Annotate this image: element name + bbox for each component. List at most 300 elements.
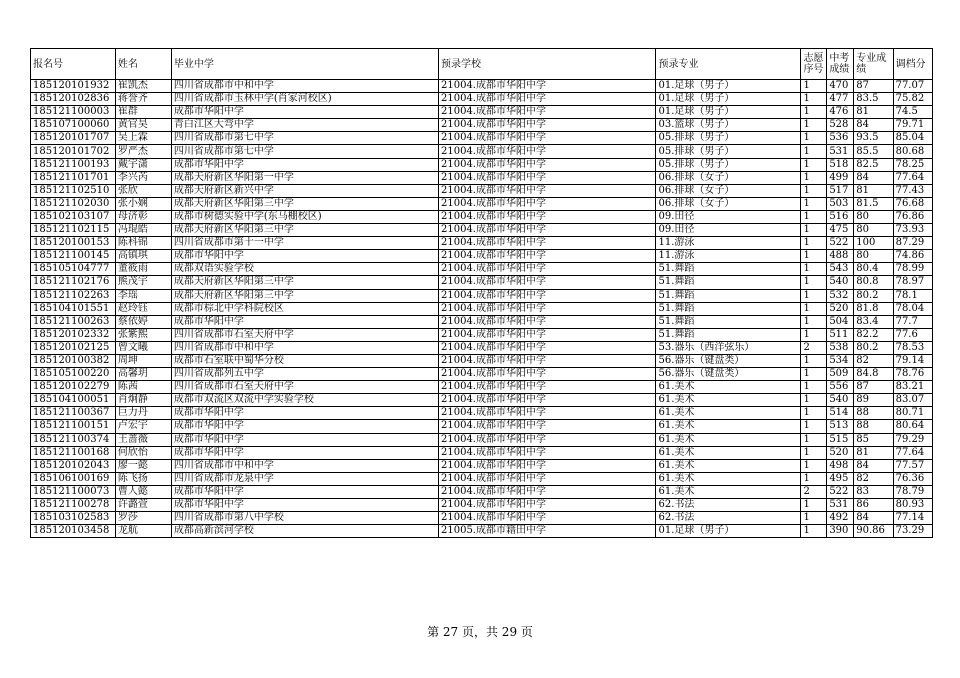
- table-cell: 93.5: [854, 132, 893, 145]
- table-cell: 78.1: [893, 289, 932, 302]
- table-cell: 21004.成都市华阳中学: [439, 276, 656, 289]
- table-cell: 100: [854, 237, 893, 250]
- table-cell: 477: [827, 93, 854, 106]
- table-cell: 85.04: [893, 132, 932, 145]
- table-cell: 冯琨皓: [115, 224, 171, 237]
- table-cell: 495: [827, 472, 854, 485]
- table-cell: 51.舞蹈: [656, 302, 801, 315]
- table-row: [31, 446, 933, 459]
- table-cell: 成都市华阳中学: [171, 499, 438, 512]
- table-cell: 77.43: [893, 184, 932, 197]
- table-cell: 185121102263: [31, 289, 116, 302]
- table-cell: 1: [801, 145, 827, 158]
- table-cell: 185106100169: [31, 472, 116, 485]
- table-cell: 1: [801, 446, 827, 459]
- table-cell: 龙航: [115, 525, 171, 538]
- column-header: 调档分: [893, 49, 932, 80]
- table-cell: 青白江区大弯中学: [171, 119, 438, 132]
- table-cell: 515: [827, 433, 854, 446]
- table-row: [31, 328, 933, 341]
- table-cell: 79.14: [893, 354, 932, 367]
- table-cell: 84: [854, 119, 893, 132]
- table-cell: 成都市华阳中学: [171, 250, 438, 263]
- column-header: 专业成绩: [854, 49, 893, 80]
- table-cell: 李瑶: [115, 289, 171, 302]
- table-cell: 73.29: [893, 525, 932, 538]
- table-cell: 21004.成都市华阳中学: [439, 328, 656, 341]
- table-cell: 陈科锦: [115, 237, 171, 250]
- table-cell: 董筱雨: [115, 263, 171, 276]
- table-cell: 517: [827, 184, 854, 197]
- table-cell: 81.5: [854, 197, 893, 210]
- table-cell: 185120100382: [31, 354, 116, 367]
- table-cell: 77.7: [893, 315, 932, 328]
- table-cell: 503: [827, 197, 854, 210]
- table-cell: 61.美术: [656, 459, 801, 472]
- table-cell: 成都高新滨河学校: [171, 525, 438, 538]
- table-cell: 522: [827, 485, 854, 498]
- table-cell: 185121100145: [31, 250, 116, 263]
- table-cell: 张小娴: [115, 197, 171, 210]
- table-cell: 540: [827, 394, 854, 407]
- table-cell: 1: [801, 210, 827, 223]
- table-cell: 吴上霖: [115, 132, 171, 145]
- table-cell: 77.6: [893, 328, 932, 341]
- table-cell: 21004.成都市华阳中学: [439, 459, 656, 472]
- table-cell: 05.排球（男子）: [656, 132, 801, 145]
- table-cell: 21004.成都市华阳中学: [439, 368, 656, 381]
- table-cell: 1: [801, 407, 827, 420]
- table-cell: 74.86: [893, 250, 932, 263]
- table-row: [31, 106, 933, 119]
- table-cell: 531: [827, 145, 854, 158]
- table-cell: 21004.成都市华阳中学: [439, 315, 656, 328]
- table-cell: 成都天府新区华阳第三中学: [171, 289, 438, 302]
- column-header: 中考成绩: [827, 49, 854, 80]
- table-cell: 06.排球（女子）: [656, 171, 801, 184]
- table-cell: 185121100278: [31, 499, 116, 512]
- table-cell: 成都双语实验学校: [171, 263, 438, 276]
- table-cell: 185120103458: [31, 525, 116, 538]
- table-cell: 21004.成都市华阳中学: [439, 354, 656, 367]
- table-cell: 四川省成都市石室天府中学: [171, 328, 438, 341]
- table-cell: 1: [801, 158, 827, 171]
- table-cell: 185121102176: [31, 276, 116, 289]
- table-cell: 许潞萱: [115, 499, 171, 512]
- table-cell: 81: [854, 446, 893, 459]
- table-cell: 185102103107: [31, 210, 116, 223]
- table-cell: 83.4: [854, 315, 893, 328]
- table-cell: 185121100193: [31, 158, 116, 171]
- table-cell: 53.器乐（西洋弦乐）: [656, 341, 801, 354]
- table-cell: 185121100367: [31, 407, 116, 420]
- column-header: 报名号: [31, 49, 116, 80]
- table-row: [31, 171, 933, 184]
- table-row: [31, 210, 933, 223]
- table-cell: 80.8: [854, 276, 893, 289]
- table-cell: 61.美术: [656, 381, 801, 394]
- table-row: [31, 472, 933, 485]
- table-cell: 1: [801, 197, 827, 210]
- table-cell: 1: [801, 472, 827, 485]
- table-cell: 1: [801, 237, 827, 250]
- table-cell: 520: [827, 446, 854, 459]
- table-row: [31, 368, 933, 381]
- table-cell: 185120101702: [31, 145, 116, 158]
- table-cell: 51.舞蹈: [656, 328, 801, 341]
- table-cell: 成都市华阳中学: [171, 106, 438, 119]
- table-cell: 成都市棕北中学科院校区: [171, 302, 438, 315]
- table-cell: 陈茜: [115, 381, 171, 394]
- table-cell: 06.排球（女子）: [656, 197, 801, 210]
- table-cell: 77.07: [893, 80, 932, 93]
- table-cell: 四川省成都市第十一中学: [171, 237, 438, 250]
- table-cell: 21004.成都市华阳中学: [439, 485, 656, 498]
- table-cell: 185121100263: [31, 315, 116, 328]
- table-cell: 531: [827, 499, 854, 512]
- table-cell: 06.排球（女子）: [656, 184, 801, 197]
- table-cell: 四川省成都市中和中学: [171, 80, 438, 93]
- table-cell: 78.97: [893, 276, 932, 289]
- table-cell: 21004.成都市华阳中学: [439, 499, 656, 512]
- table-cell: 1: [801, 263, 827, 276]
- table-cell: 78.53: [893, 341, 932, 354]
- table-cell: 1: [801, 184, 827, 197]
- table-cell: 77.14: [893, 512, 932, 525]
- table-cell: 21004.成都市华阳中学: [439, 119, 656, 132]
- table-cell: 81: [854, 184, 893, 197]
- table-cell: 1: [801, 499, 827, 512]
- table-cell: 85.5: [854, 145, 893, 158]
- table-cell: 77.64: [893, 446, 932, 459]
- table-cell: 80: [854, 224, 893, 237]
- table-cell: 185120102279: [31, 381, 116, 394]
- column-header: 预录专业: [656, 49, 801, 80]
- table-cell: 185120101932: [31, 80, 116, 93]
- table-row: [31, 433, 933, 446]
- column-header: 志愿序号: [801, 49, 827, 80]
- table-cell: 185103102583: [31, 512, 116, 525]
- table-cell: 黄官昊: [115, 119, 171, 132]
- table-row: [31, 485, 933, 498]
- table-cell: 185121100151: [31, 420, 116, 433]
- table-cell: 532: [827, 289, 854, 302]
- table-cell: 张欣: [115, 184, 171, 197]
- table-body: [31, 80, 933, 538]
- table-cell: 56.器乐（键盘类）: [656, 354, 801, 367]
- table-cell: 1: [801, 106, 827, 119]
- table-cell: 1: [801, 512, 827, 525]
- table-cell: 21004.成都市华阳中学: [439, 210, 656, 223]
- table-cell: 21004.成都市华阳中学: [439, 407, 656, 420]
- table-cell: 2: [801, 485, 827, 498]
- table-cell: 82: [854, 472, 893, 485]
- table-cell: 1: [801, 93, 827, 106]
- table-row: [31, 158, 933, 171]
- table-cell: 21004.成都市华阳中学: [439, 420, 656, 433]
- table-cell: 80.64: [893, 420, 932, 433]
- table-cell: 475: [827, 224, 854, 237]
- table-cell: 四川省成都市龙泉中学: [171, 472, 438, 485]
- table-cell: 88: [854, 420, 893, 433]
- table-cell: 540: [827, 276, 854, 289]
- table-cell: 80.4: [854, 263, 893, 276]
- header-row: [31, 49, 933, 80]
- table-row: [31, 302, 933, 315]
- table-cell: 84: [854, 171, 893, 184]
- table-cell: 82: [854, 354, 893, 367]
- table-cell: 80.2: [854, 341, 893, 354]
- table-cell: 四川省成都市第八中学校: [171, 512, 438, 525]
- table-row: [31, 289, 933, 302]
- table-cell: 498: [827, 459, 854, 472]
- table-cell: 成都天府新区华阳第一中学: [171, 171, 438, 184]
- table-cell: 84: [854, 512, 893, 525]
- table-cell: 80: [854, 250, 893, 263]
- table-cell: 514: [827, 407, 854, 420]
- table-cell: 四川省成都市玉林中学(肖家河校区): [171, 93, 438, 106]
- table-cell: 80.71: [893, 407, 932, 420]
- table-row: [31, 354, 933, 367]
- table-cell: 78.99: [893, 263, 932, 276]
- table-cell: 488: [827, 250, 854, 263]
- table-cell: 1: [801, 459, 827, 472]
- table-cell: 王蔷薇: [115, 433, 171, 446]
- table-cell: 509: [827, 368, 854, 381]
- table-row: [31, 93, 933, 106]
- table-cell: 516: [827, 210, 854, 223]
- table-cell: 成都市树德实验中学(东马棚校区): [171, 210, 438, 223]
- table-cell: 巨力丹: [115, 407, 171, 420]
- table-cell: 84: [854, 459, 893, 472]
- table-cell: 21004.成都市华阳中学: [439, 93, 656, 106]
- table-row: [31, 420, 933, 433]
- table-cell: 77.57: [893, 459, 932, 472]
- table-cell: 21004.成都市华阳中学: [439, 433, 656, 446]
- table-cell: 肖炯静: [115, 394, 171, 407]
- table-cell: 21004.成都市华阳中学: [439, 132, 656, 145]
- table-cell: 卢宏宇: [115, 420, 171, 433]
- table-cell: 05.排球（男子）: [656, 158, 801, 171]
- table-row: [31, 263, 933, 276]
- table-cell: 21004.成都市华阳中学: [439, 224, 656, 237]
- table-row: [31, 394, 933, 407]
- table-cell: 185121102115: [31, 224, 116, 237]
- table-cell: 56.器乐（键盘类）: [656, 368, 801, 381]
- table-row: [31, 250, 933, 263]
- table-cell: 崔凯杰: [115, 80, 171, 93]
- table-cell: 21004.成都市华阳中学: [439, 250, 656, 263]
- table-cell: 赵玲钰: [115, 302, 171, 315]
- table-cell: 185107100060: [31, 119, 116, 132]
- table-cell: 成都市华阳中学: [171, 446, 438, 459]
- table-cell: 61.美术: [656, 472, 801, 485]
- table-cell: 185120102332: [31, 328, 116, 341]
- table-cell: 2: [801, 341, 827, 354]
- table-cell: 81.8: [854, 302, 893, 315]
- table-cell: 87.29: [893, 237, 932, 250]
- table-cell: 61.美术: [656, 485, 801, 498]
- table-cell: 83: [854, 485, 893, 498]
- table-cell: 390: [827, 525, 854, 538]
- table-cell: 513: [827, 420, 854, 433]
- table-cell: 61.美术: [656, 446, 801, 459]
- table-cell: 四川省成都市第七中学: [171, 145, 438, 158]
- table-cell: 80: [854, 210, 893, 223]
- table-cell: 492: [827, 512, 854, 525]
- table-cell: 四川省成都市第七中学: [171, 132, 438, 145]
- table-row: [31, 407, 933, 420]
- table-cell: 四川省成都市中和中学: [171, 341, 438, 354]
- table-cell: 51.舞蹈: [656, 276, 801, 289]
- table-row: [31, 145, 933, 158]
- table-cell: 84.8: [854, 368, 893, 381]
- table-cell: 09.田径: [656, 210, 801, 223]
- table-cell: 51.舞蹈: [656, 263, 801, 276]
- table-cell: 成都天府新区华阳第三中学: [171, 224, 438, 237]
- table-cell: 21004.成都市华阳中学: [439, 158, 656, 171]
- table-cell: 185121100073: [31, 485, 116, 498]
- table-cell: 185121100003: [31, 106, 116, 119]
- table-cell: 21004.成都市华阳中学: [439, 472, 656, 485]
- table-row: [31, 459, 933, 472]
- table-cell: 蔡依婷: [115, 315, 171, 328]
- table-cell: 87: [854, 381, 893, 394]
- table-cell: 90.86: [854, 525, 893, 538]
- table-cell: 1: [801, 132, 827, 145]
- table-cell: 成都市华阳中学: [171, 158, 438, 171]
- table-cell: 62.书法: [656, 499, 801, 512]
- table-cell: 522: [827, 237, 854, 250]
- table-cell: 熊茂宇: [115, 276, 171, 289]
- table-cell: 73.93: [893, 224, 932, 237]
- table-cell: 77.64: [893, 171, 932, 184]
- table-cell: 周坤: [115, 354, 171, 367]
- table-cell: 戴宇潇: [115, 158, 171, 171]
- table-cell: 1: [801, 171, 827, 184]
- table-cell: 1: [801, 381, 827, 394]
- table-cell: 185104101551: [31, 302, 116, 315]
- table-cell: 陈飞扬: [115, 472, 171, 485]
- table-cell: 79.29: [893, 433, 932, 446]
- table-cell: 1: [801, 224, 827, 237]
- table-cell: 1: [801, 80, 827, 93]
- table-cell: 母济彰: [115, 210, 171, 223]
- table-cell: 1: [801, 302, 827, 315]
- table-cell: 78.25: [893, 158, 932, 171]
- table-cell: 74.5: [893, 106, 932, 119]
- table-cell: 1: [801, 420, 827, 433]
- table-row: [31, 341, 933, 354]
- table-cell: 21004.成都市华阳中学: [439, 446, 656, 459]
- table-cell: 86: [854, 499, 893, 512]
- table-cell: 21004.成都市华阳中学: [439, 197, 656, 210]
- table-cell: 21004.成都市华阳中学: [439, 106, 656, 119]
- table-cell: 四川省成都市石室天府中学: [171, 381, 438, 394]
- table-cell: 四川省成都市中和中学: [171, 459, 438, 472]
- table-cell: 05.排球（男子）: [656, 145, 801, 158]
- table-cell: 76.86: [893, 210, 932, 223]
- table-cell: 185121101701: [31, 171, 116, 184]
- table-cell: 01.足球（男子）: [656, 93, 801, 106]
- table-cell: 85: [854, 433, 893, 446]
- table-cell: 11.游泳: [656, 237, 801, 250]
- table-cell: 504: [827, 315, 854, 328]
- table-cell: 1: [801, 289, 827, 302]
- table-cell: 成都市华阳中学: [171, 433, 438, 446]
- table-cell: 01.足球（男子）: [656, 80, 801, 93]
- table-cell: 蒋誉齐: [115, 93, 171, 106]
- table-cell: 185120102043: [31, 459, 116, 472]
- table-cell: 78.76: [893, 368, 932, 381]
- table-row: [31, 315, 933, 328]
- table-row: [31, 184, 933, 197]
- table-cell: 476: [827, 106, 854, 119]
- table-cell: 88: [854, 407, 893, 420]
- table-cell: 成都市双流区双流中学实验学校: [171, 394, 438, 407]
- table-cell: 511: [827, 328, 854, 341]
- table-cell: 78.79: [893, 485, 932, 498]
- table-cell: 61.美术: [656, 407, 801, 420]
- table-cell: 廖一懿: [115, 459, 171, 472]
- table-cell: 82.2: [854, 328, 893, 341]
- table-cell: 185120102836: [31, 93, 116, 106]
- table-row: [31, 276, 933, 289]
- table-cell: 470: [827, 80, 854, 93]
- table-cell: 185105100220: [31, 368, 116, 381]
- column-header: 毕业中学: [171, 49, 438, 80]
- table-cell: 61.美术: [656, 420, 801, 433]
- table-cell: 61.美术: [656, 433, 801, 446]
- table-cell: 87: [854, 80, 893, 93]
- table-cell: 518: [827, 158, 854, 171]
- table-cell: 185120101707: [31, 132, 116, 145]
- table-cell: 21004.成都市华阳中学: [439, 171, 656, 184]
- admission-table: [30, 48, 933, 538]
- table-row: [31, 381, 933, 394]
- table-cell: 89: [854, 394, 893, 407]
- table-cell: 21004.成都市华阳中学: [439, 381, 656, 394]
- table-cell: 崔群: [115, 106, 171, 119]
- table-cell: 罗严杰: [115, 145, 171, 158]
- table-cell: 高馨玥: [115, 368, 171, 381]
- table-cell: 21004.成都市华阳中学: [439, 263, 656, 276]
- table-cell: 61.美术: [656, 394, 801, 407]
- table-cell: 185121100168: [31, 446, 116, 459]
- table-row: [31, 525, 933, 538]
- table-cell: 1: [801, 433, 827, 446]
- table-cell: 成都市华阳中学: [171, 315, 438, 328]
- table-cell: 83.07: [893, 394, 932, 407]
- table-cell: 21004.成都市华阳中学: [439, 289, 656, 302]
- table-cell: 1: [801, 276, 827, 289]
- table-cell: 何欣怡: [115, 446, 171, 459]
- table-cell: 79.71: [893, 119, 932, 132]
- table-cell: 80.2: [854, 289, 893, 302]
- table-cell: 21004.成都市华阳中学: [439, 145, 656, 158]
- table-row: [31, 119, 933, 132]
- table-cell: 01.足球（男子）: [656, 106, 801, 119]
- table-cell: 520: [827, 302, 854, 315]
- table-cell: 1: [801, 250, 827, 263]
- table-cell: 51.舞蹈: [656, 289, 801, 302]
- table-cell: 83.5: [854, 93, 893, 106]
- table-cell: 成都市石室联中蜀华分校: [171, 354, 438, 367]
- table-cell: 1: [801, 315, 827, 328]
- table-cell: 538: [827, 341, 854, 354]
- table-cell: 185120100153: [31, 237, 116, 250]
- table-cell: 80.93: [893, 499, 932, 512]
